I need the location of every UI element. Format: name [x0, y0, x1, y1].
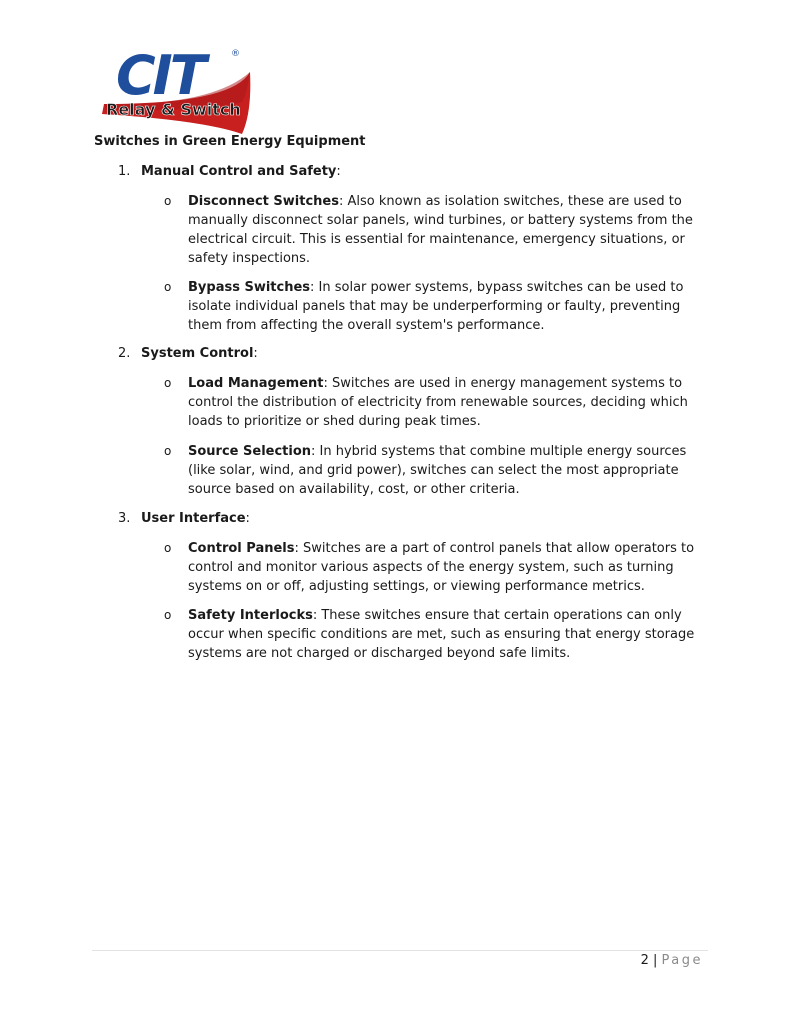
page-footer: [641, 953, 703, 968]
item-term: Safety Interlocks: [188, 608, 313, 623]
list-item: [164, 374, 714, 431]
section-3-title: 3. User Interface:: [118, 511, 250, 526]
bullet-icon: o: [164, 608, 172, 622]
cit-relay-switch-logo-graphic: [92, 42, 262, 137]
item-text: : Switches are a part of control panels that allow operators to control and monitor various aspects of the energy system, such as turning systems on or off, adjusting settings, or viewing performance metrics.: [188, 541, 695, 594]
section-number: 1.: [118, 164, 131, 179]
list-item: [164, 606, 714, 663]
section-2-title: 2. System Control:: [118, 346, 258, 361]
section-1-title: 1. Manual Control and Safety:: [118, 164, 341, 179]
item-term: Load Management: [188, 376, 324, 391]
bullet-icon: o: [164, 376, 172, 390]
section-number: 2.: [118, 346, 131, 361]
section-title: User Interface: [141, 511, 246, 526]
item-term: Disconnect Switches: [188, 194, 339, 209]
list-item: [164, 278, 714, 335]
section-title: Manual Control and Safety: [141, 164, 337, 179]
logo-main-text: CIT: [116, 44, 204, 107]
list-item: [164, 442, 714, 499]
item-term: Source Selection: [188, 444, 312, 459]
cit-logo: [92, 42, 262, 137]
section-title: System Control: [141, 346, 254, 361]
logo-reg-mark: ®: [231, 49, 240, 59]
page-number: 2: [640, 953, 649, 968]
section-number: 3.: [118, 511, 131, 526]
document-heading: Switches in Green Energy Equipment: [94, 134, 366, 149]
bullet-icon: o: [164, 280, 172, 294]
footer-separator: |: [648, 953, 662, 968]
logo-sub-text: Relay & Switch: [106, 100, 241, 119]
bullet-icon: o: [164, 194, 172, 208]
item-text: : These switches ensure that certain operations can only occur when specific conditions are met, such as ensuring that energy storage systems are not charged or discharged beyond safe limits.: [188, 608, 695, 661]
item-text: : In hybrid systems that combine multiple energy sources (like solar, wind, and grid power), switches can select the most appropriate source based on availability, cost, or other criteria.: [188, 444, 687, 497]
list-item: [164, 539, 714, 596]
bullet-icon: o: [164, 541, 172, 555]
bullet-icon: o: [164, 444, 172, 458]
item-text: : In solar power systems, bypass switches can be used to isolate individual panels that may be underperforming or faulty, preventing them from affecting the overall system's performance.: [188, 280, 684, 333]
footer-divider: [92, 950, 708, 951]
page-label: Page: [661, 953, 703, 968]
item-term: Bypass Switches: [188, 280, 311, 295]
item-text: : Also known as isolation switches, these are used to manually disconnect solar panels, wind turbines, or battery systems from the electrical circuit. This is essential for maintenance, emergency situations, or safety inspections.: [188, 194, 693, 266]
item-term: Control Panels: [188, 541, 295, 556]
item-text: : Switches are used in energy management systems to control the distribution of electricity from renewable sources, deciding which loads to prioritize or shed during peak times.: [188, 376, 688, 429]
list-item: [164, 192, 714, 268]
